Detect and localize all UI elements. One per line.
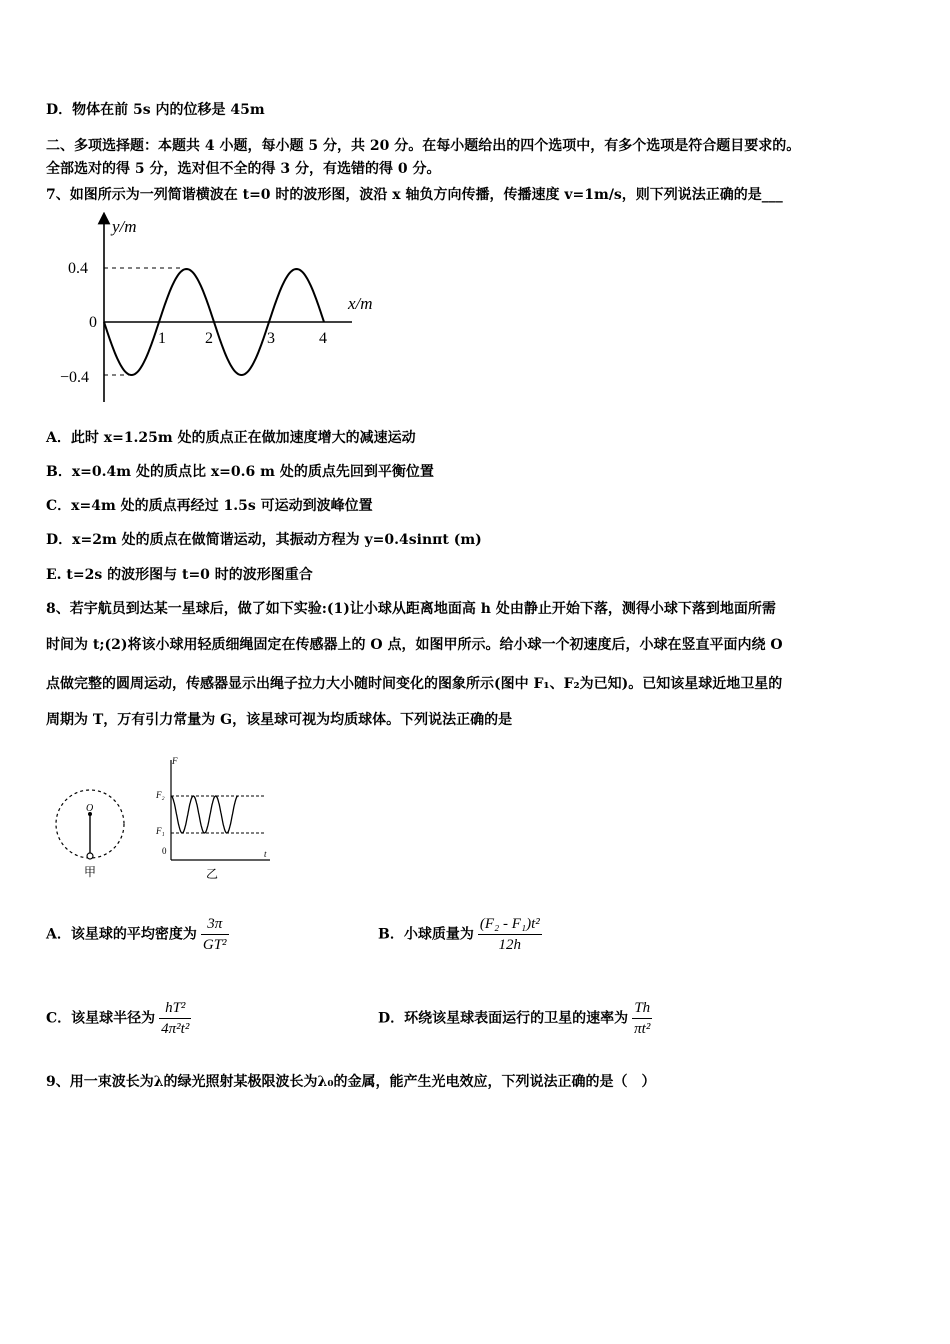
question-9-stem: 9、用一束波长为λ的绿光照射某极限波长为λ₀的金属，能产生光电效应，下列说法正确的是（ ） <box>46 1074 656 1090</box>
q8a-numerator: 3π <box>201 914 229 935</box>
label-o: O <box>86 803 94 814</box>
section-instructions: 全部选对的得 5 分，选对但不全的得 3 分，有选错的得 0 分。 <box>46 161 441 177</box>
question-8-line3: 点做完整的圆周运动，传感器显示出绳子拉力大小随时间变化的图象所示(图中 F₁、F₂为已知)。已知该星球近地卫星的 <box>46 676 783 692</box>
q7-option-a: A．此时 x=1.25m 处的质点正在做加速度增大的减速运动 <box>46 430 416 446</box>
f2-label: F₂ <box>156 790 165 800</box>
q8c-numerator: hT² <box>159 998 191 1019</box>
y-tick-pos: 0.4 <box>68 260 88 277</box>
q8-option-a <box>46 914 229 955</box>
x-tick-4: 4 <box>319 330 327 347</box>
q8-option-d-text: D．环绕该星球表面运行的卫星的速率为 <box>378 1010 629 1027</box>
label-yi: 乙 <box>206 867 219 881</box>
q8-option-c-fraction <box>159 998 191 1039</box>
q8-option-b-fraction <box>478 914 542 955</box>
q8-option-a-fraction <box>201 914 229 955</box>
q7-option-b: B．x=0.4m 处的质点比 x=0.6 m 处的质点先回到平衡位置 <box>46 464 434 480</box>
label-jia: 甲 <box>84 865 97 879</box>
q8d-numerator: Th <box>632 998 652 1019</box>
q8-option-a-text: A．该星球的平均密度为 <box>46 926 197 943</box>
q8d-denominator: πt² <box>634 1021 651 1037</box>
figure-yi <box>154 754 278 882</box>
q8b-numerator: (F₂ - F₁)t² <box>478 914 542 935</box>
wave-graph <box>56 212 396 404</box>
q8-option-c <box>46 998 191 1039</box>
tension-curve <box>171 796 238 833</box>
x-tick-3: 3 <box>267 330 275 347</box>
q7-option-c: C．x=4m 处的质点再经过 1.5s 可运动到波峰位置 <box>46 498 373 514</box>
origin-label: 0 <box>162 846 167 856</box>
q8c-denominator: 4π²t² <box>161 1021 190 1037</box>
question-8-line4: 周期为 T，万有引力常量为 G，该星球可视为均质球体。下列说法正确的是 <box>46 712 513 728</box>
f1-label: F₁ <box>156 826 165 836</box>
q8b-denominator: 12h <box>498 937 522 953</box>
x-axis-label: x/m <box>348 294 373 313</box>
question-8-line1: 8、若宇航员到达某一星球后，做了如下实验:(1)让小球从距离地面高 h 处由静止开始下落，测得小球下落到地面所需 <box>46 601 776 617</box>
y-tick-neg: −0.4 <box>60 369 90 386</box>
y-axis-label: y/m <box>112 217 137 236</box>
q8-option-b-text: B．小球质量为 <box>378 926 474 943</box>
figure-jia <box>52 780 132 880</box>
q7-option-e: E. t=2s 的波形图与 t=0 时的波形图重合 <box>46 567 313 583</box>
option-d-prev: D．物体在前 5s 内的位移是 45m <box>46 102 265 118</box>
y-tick-zero: 0 <box>89 314 97 331</box>
section-heading: 二、多项选择题：本题共 4 小题，每小题 5 分，共 20 分。在每小题给出的四个选项中，有多个选项是符合题目要求的。 <box>46 138 801 154</box>
q7-option-d: D．x=2m 处的质点在做简谐运动，其振动方程为 y=0.4sinπt (m) <box>46 532 482 548</box>
x-tick-2: 2 <box>205 330 213 347</box>
q8-option-c-text: C．该星球半径为 <box>46 1010 156 1027</box>
q8-option-d-fraction <box>632 998 652 1039</box>
f-axis-label: F <box>172 756 178 766</box>
t-axis-label: t <box>264 849 267 859</box>
question-7-stem: 7、如图所示为一列简谐横波在 t=0 时的波形图，波沿 x 轴负方向传播，传播速度 v=1m/s，则下列说法正确的是___ <box>46 187 783 203</box>
q8a-denominator: GT² <box>202 937 227 953</box>
question-8-line2: 时间为 t;(2)将该小球用轻质细绳固定在传感器上的 O 点，如图甲所示。给小球一个初速度后，小球在竖直平面内绕 O <box>46 637 783 653</box>
q8-option-b <box>378 914 542 955</box>
q8-option-d <box>378 998 652 1039</box>
ball <box>87 853 93 859</box>
x-tick-1: 1 <box>158 330 166 347</box>
